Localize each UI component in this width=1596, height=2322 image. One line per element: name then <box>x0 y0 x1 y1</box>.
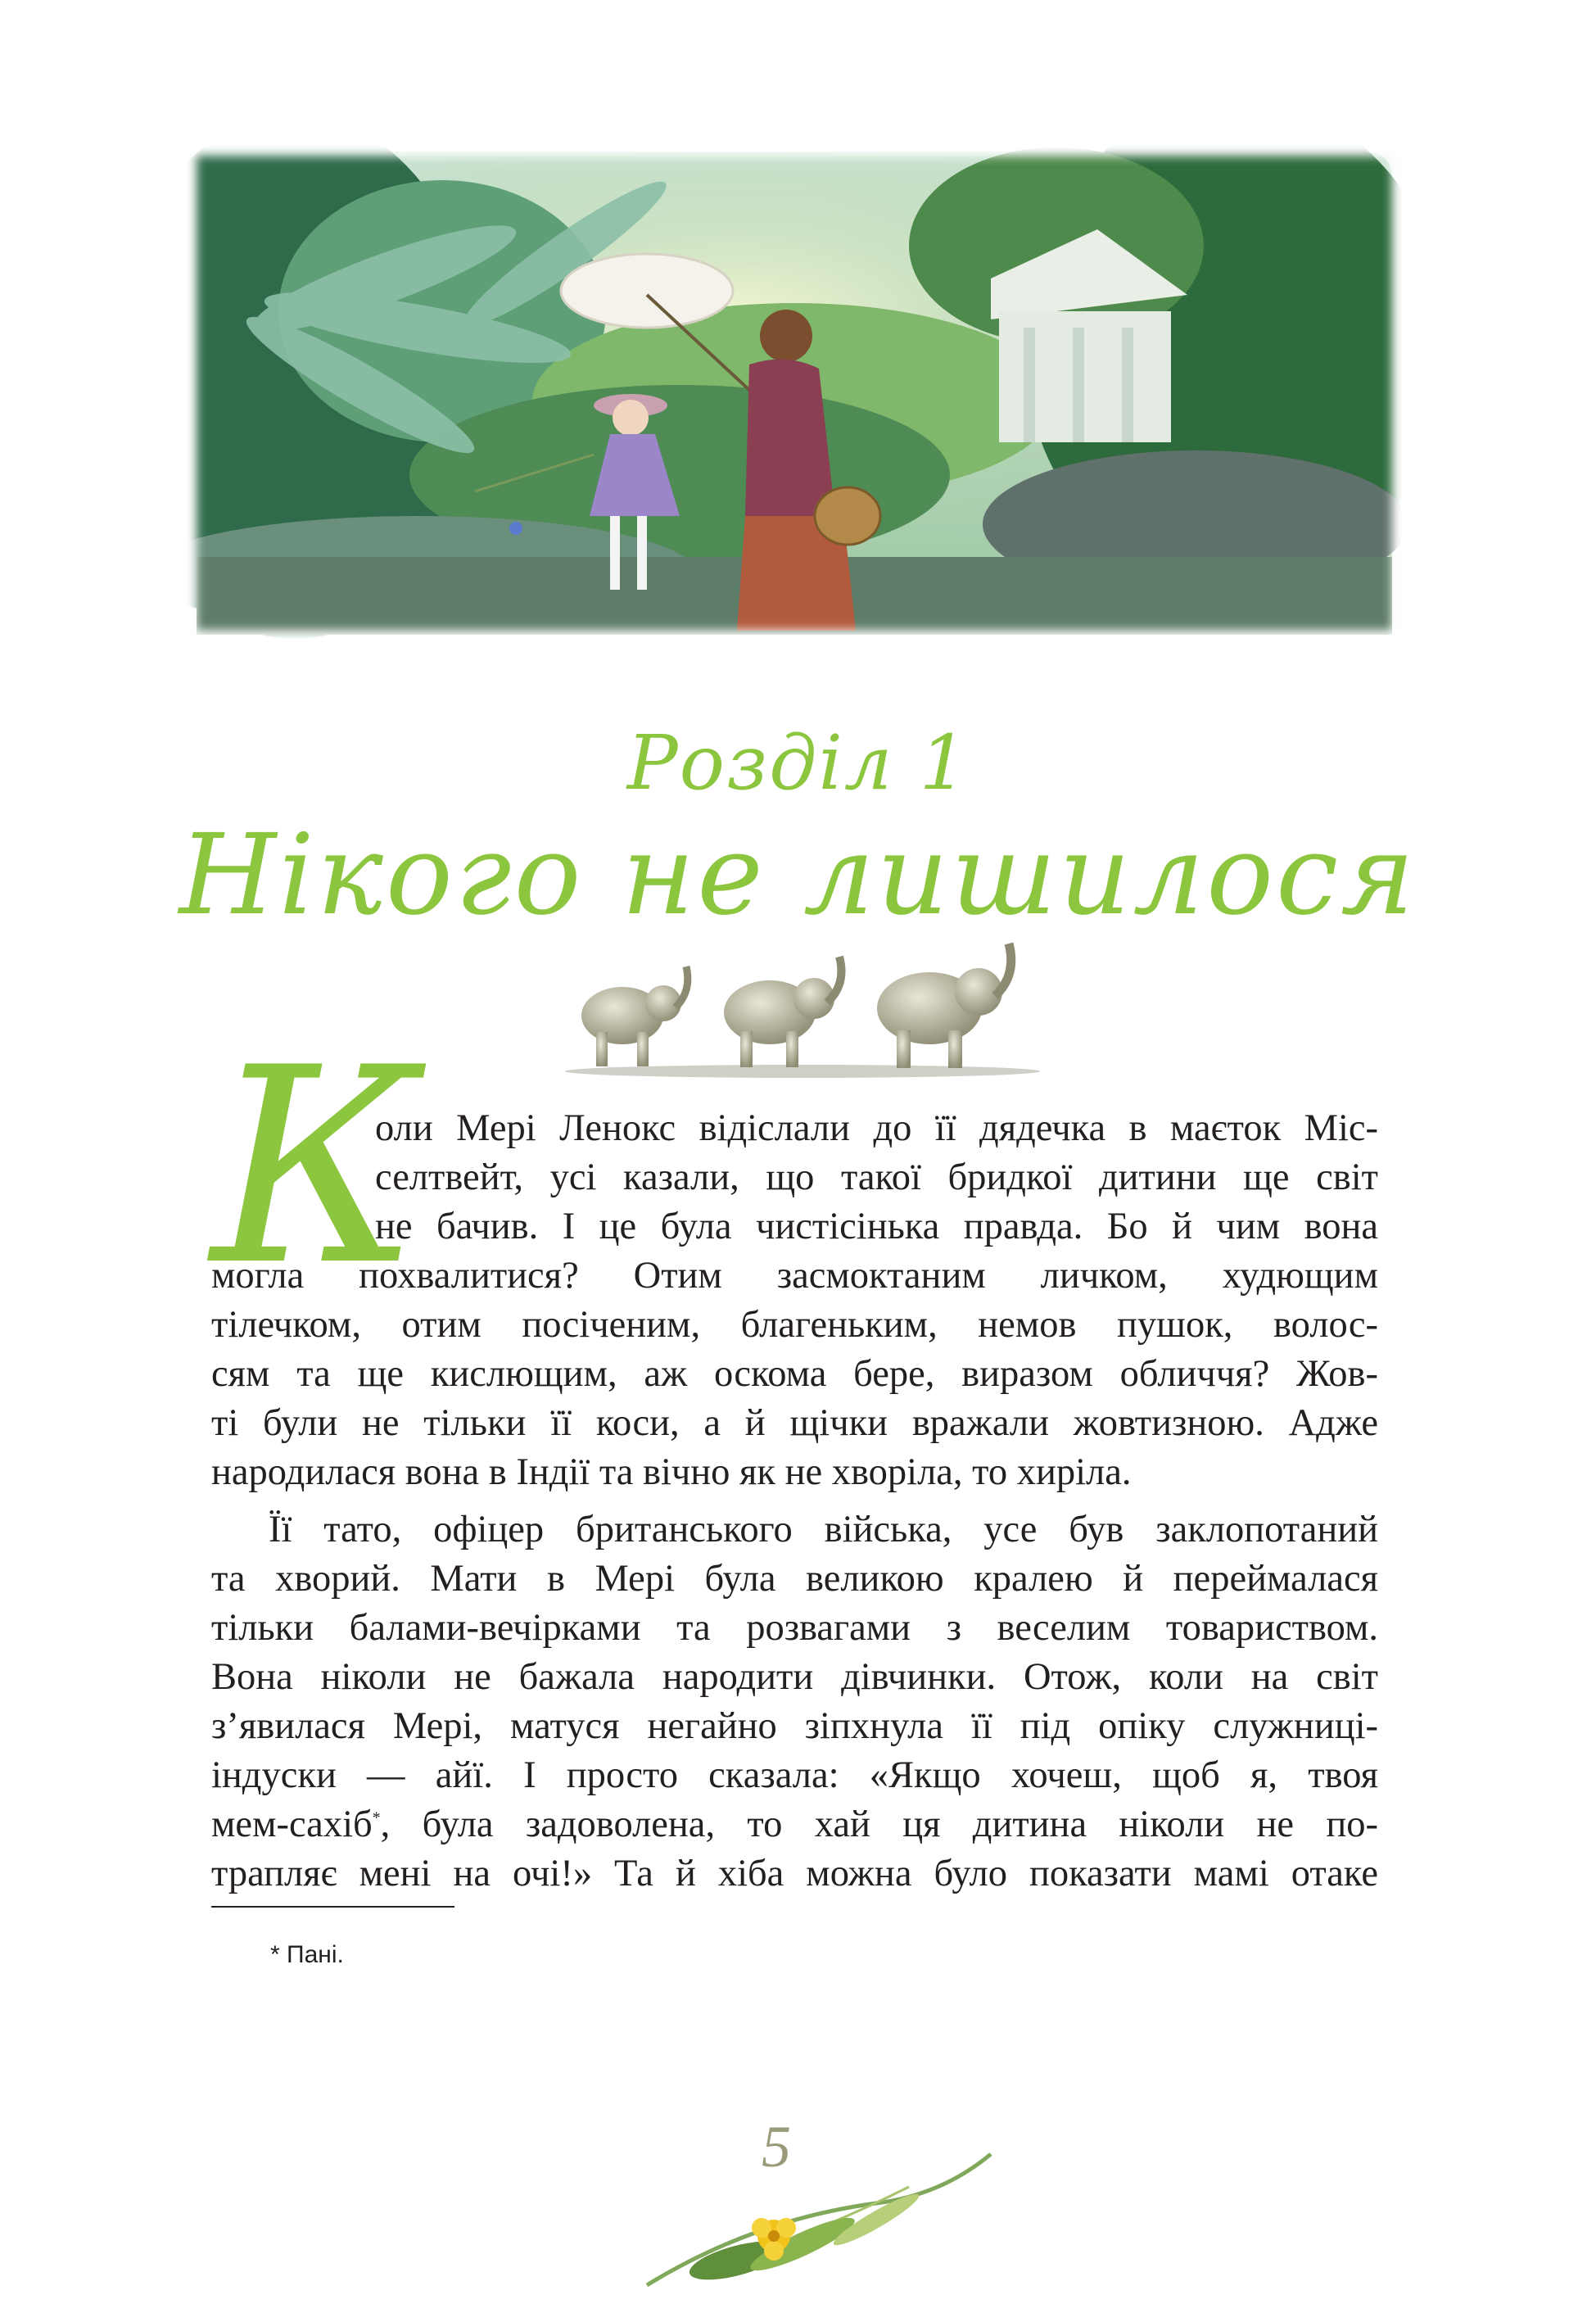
elephant-small-icon <box>581 966 688 1066</box>
elephant-large-icon <box>877 944 1011 1068</box>
elephants-ornament <box>557 926 1048 1081</box>
paragraph-line: індуски — айї. І просто сказала: «Якщо хочеш, щоб я, твоя <box>211 1754 1378 1796</box>
page-number: 5 <box>762 2114 791 2179</box>
paragraph-line: народилася вона в Індії та вічно як не хворіла, то хиріла. <box>211 1451 1132 1493</box>
drop-cap: К <box>211 1010 421 1324</box>
line-text: , була задоволена, то хай ця дитина ніколи не по- <box>380 1804 1378 1845</box>
paragraph-line: Її тато, офіцер британського війська, усе був заклопотаний <box>269 1509 1378 1550</box>
paragraph-line: тілечком, отим посіченим, благеньким, немов пушок, волос- <box>211 1304 1378 1346</box>
paragraph-line: селтвейт, усі казали, що такої бридкої дитини ще світ <box>375 1156 1378 1198</box>
paragraph-line: ті були не тільки її коси, а й щічки вражали жовтизною. Адже <box>211 1402 1378 1444</box>
paragraph-line: трапляє мені на очі!» Та й хіба можна було показати мамі отаке <box>211 1853 1378 1894</box>
paragraph-line <box>211 1800 1378 1849</box>
footnote-divider <box>211 1906 454 1908</box>
footnote-marker: * <box>372 1808 381 1827</box>
elephant-medium-icon <box>724 957 841 1067</box>
chapter-title: Нікого не лишилося <box>179 811 1417 940</box>
paragraph-line: сям та ще кислющим, аж оскома бере, виразом обличчя? Жов- <box>211 1353 1378 1395</box>
paragraph-line: могла похвалитися? Отим засмоктаним личком, худющим <box>211 1255 1378 1297</box>
paragraph-line: оли Мері Ленокс відіслали до її дядечка в маєток Міс- <box>375 1107 1378 1149</box>
page-ornament <box>631 2121 1015 2310</box>
paragraph-line: з’явилася Мері, матуся негайно зіпхнула її під опіку служниці- <box>211 1705 1378 1747</box>
paragraph-line: та хворий. Мати в Мері була великою кралею й переймалася <box>211 1558 1378 1600</box>
line-text: мем-сахіб <box>211 1804 373 1845</box>
chapter-illustration <box>172 131 1417 655</box>
paragraph-line: Вона ніколи не бажала народити дівчинки. Отож, коли на світ <box>211 1656 1378 1698</box>
paragraph-line: тільки балами-вечірками та розвагами з веселим товариством. <box>211 1607 1378 1649</box>
chapter-label: Розділ 1 <box>626 719 970 807</box>
paragraph-line: не бачив. І це була чистісінька правда. Бо й чим вона <box>375 1206 1378 1247</box>
footnote: * Пані. <box>270 1941 344 1968</box>
